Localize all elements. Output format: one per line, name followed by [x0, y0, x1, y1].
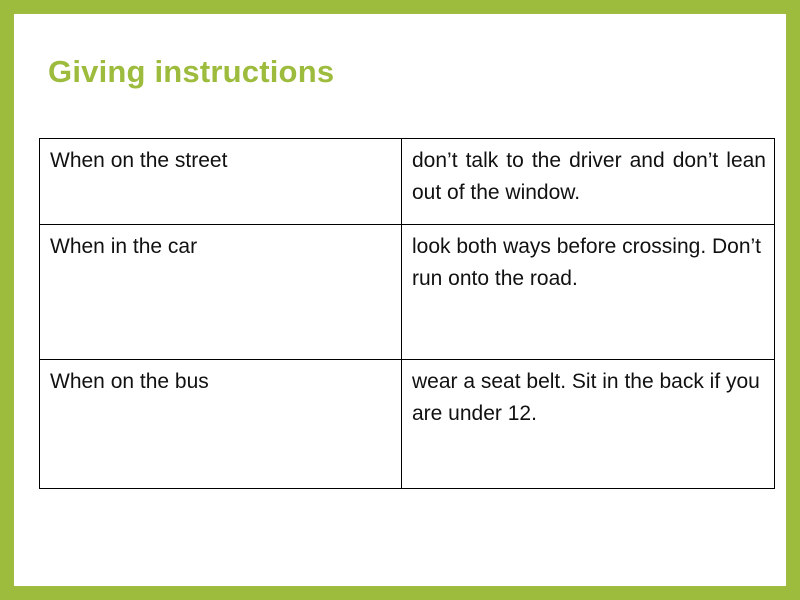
slide-title: Giving instructions	[48, 54, 335, 89]
table-row	[40, 139, 775, 225]
situation-cell: When on the bus	[40, 360, 402, 489]
instruction-cell: don’t talk to the driver and don’t lean out of the window.	[402, 139, 775, 225]
instruction-cell: look both ways before crossing. Don’t run onto the road.	[402, 225, 775, 360]
instruction-cell: wear a seat belt. Sit in the back if you are under 12.	[402, 360, 775, 489]
table-row	[40, 360, 775, 489]
situation-cell: When on the street	[40, 139, 402, 225]
situation-cell: When in the car	[40, 225, 402, 360]
slide	[14, 14, 786, 586]
table-row	[40, 225, 775, 360]
instructions-table	[39, 138, 775, 489]
